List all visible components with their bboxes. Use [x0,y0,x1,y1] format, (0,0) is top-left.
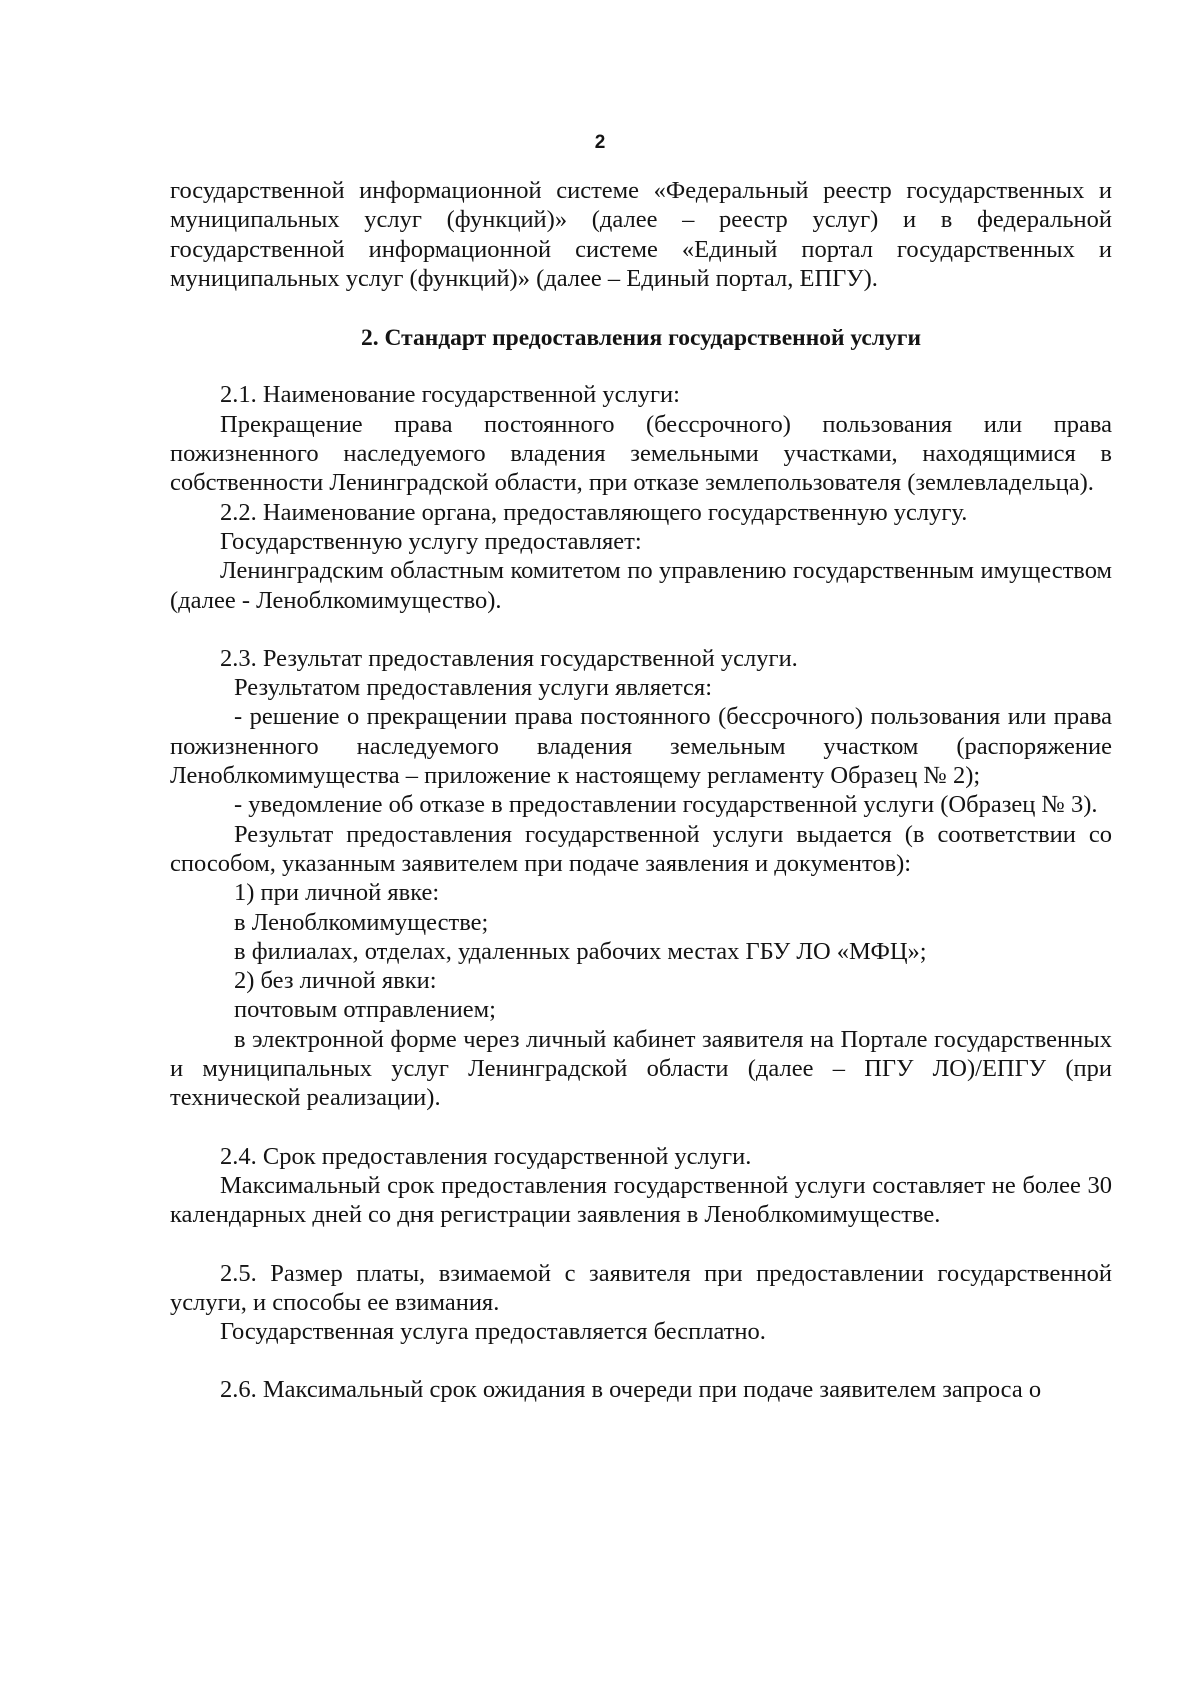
section-2-3-title: 2.3. Результат предоставления государственной услуги. [220,644,798,672]
page-number: 2 [594,132,606,153]
section-2-5-title: 2.5. Размер платы, взимаемой с заявителя при предоставлении государственной услуги, и способы ее взимания. [170,1259,1112,1316]
section-2-3-issue: Результат предоставления государственной услуги выдается (в соответствии со способом, указанным заявителем при подаче заявления и документов): [170,820,1112,877]
section-2-2-title: 2.2. Наименование органа, предоставляющего государственную услугу. [220,498,968,526]
section-2-5-text: Государственная услуга предоставляется бесплатно. [220,1318,766,1346]
section-2-2-line1: Государственную услугу предоставляет: [220,527,642,555]
method-1: 1) при личной явке: [234,879,440,907]
section-2-4-title: 2.4. Срок предоставления государственной услуги. [220,1142,752,1170]
intro-paragraph: государственной информационной системе «Федеральный реестр государственных и муниципальных услуг (функций)» (далее – реестр услуг) и в федеральной государственной информационной системе «Единый портал государственных и муниципальных услуг (функций)» (далее – Единый портал, ЕПГУ). [170,177,1112,292]
section-2-3-item1: - решение о прекращении права постоянного (бессрочного) пользования или права пожизненного наследуемого владения земельным участком (распоряжение Леноблкомимущества – приложение к настоящему регламенту Образец № 2); [170,703,1112,790]
document-body [170,176,1112,1405]
section-2-4-text: Максимальный срок предоставления государственной услуги составляет не более 30 календарных дней со дня регистрации заявления в Леноблкомимуществе. [170,1171,1112,1229]
section-2-3-item2: - уведомление об отказе в предоставлении государственной услуги (Образец № 3). [234,791,1098,819]
section-2-2-line2: Ленинградским областным комитетом по управлению государственным имуществом (далее - Леноблкомимущество). [170,557,1112,614]
method-2: 2) без личной явки: [234,967,437,995]
method-1b: в филиалах, отделах, удаленных рабочих местах ГБУ ЛО «МФЦ»; [234,937,927,965]
section-2-6-title: 2.6. Максимальный срок ожидания в очереди при подаче заявителем запроса о [220,1376,1042,1404]
method-2b: в электронной форме через личный кабинет заявителя на Портале государственных и муниципальных услуг Ленинградской области (далее – ПГУ ЛО)/ЕПГУ (при технической реализации). [170,1025,1112,1112]
section-2-1-text: Прекращение права постоянного (бессрочного) пользования или права пожизненного наследуемого владения земельными участками, находящимися в собственности Ленинградской области, при отказе землепользователя (землевладельца). [170,410,1112,497]
section-2-1-title: 2.1. Наименование государственной услуги: [220,381,680,409]
method-2a: почтовым отправлением; [234,996,496,1024]
section-2-3-line1: Результатом предоставления услуги является: [234,674,713,702]
section-heading: 2. Стандарт предоставления государственной услуги [360,325,922,352]
method-1a: в Леноблкомимуществе; [234,908,489,936]
